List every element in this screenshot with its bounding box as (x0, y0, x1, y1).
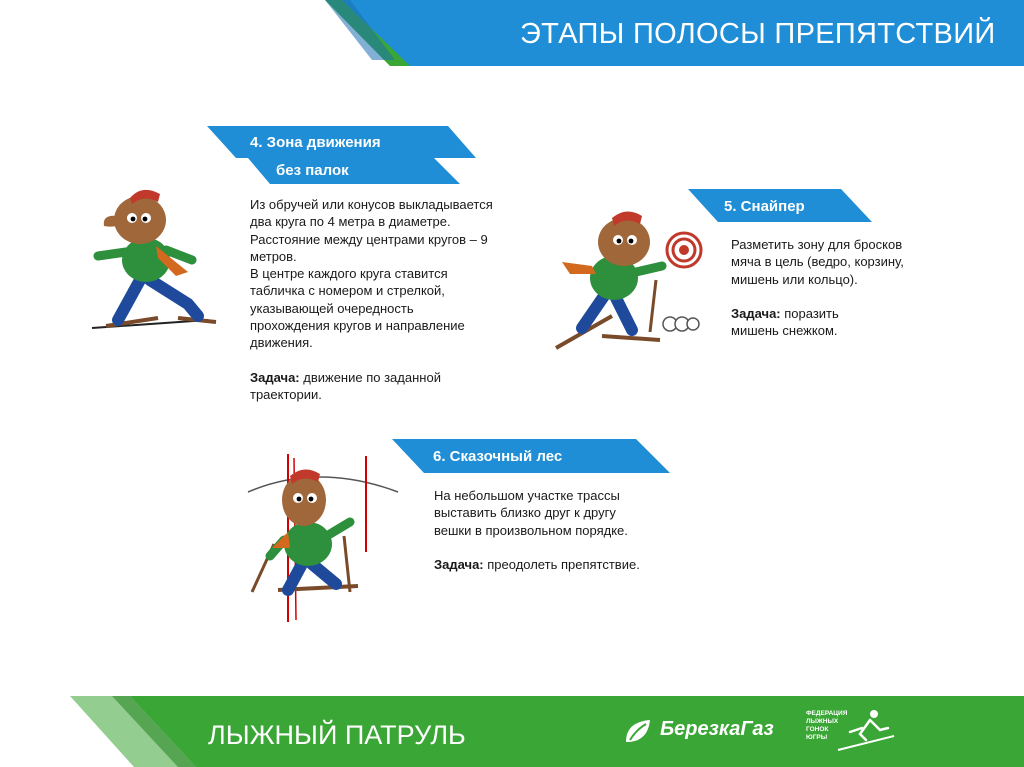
text-line: В центре каждого круга ставится (250, 266, 448, 282)
stage5-description (731, 236, 904, 339)
task-text: поразить (780, 305, 839, 321)
text-line: метров. (250, 248, 297, 264)
leaf-logo-icon (622, 716, 654, 746)
task-label: Задача: (731, 305, 781, 321)
stage4-subtitle: без палок (276, 162, 349, 179)
text-line: указывающей очередность (250, 300, 414, 316)
task-text: преодолеть препятствие. (483, 556, 640, 572)
text-line: прохождения кругов и направление (250, 318, 465, 334)
text-line: два круга по 4 метра в диаметре. (250, 214, 451, 230)
text-line: выставить близко друг к другу (434, 505, 616, 521)
target-icon (664, 230, 704, 270)
stage6-description (434, 487, 640, 573)
stage5-title: 5. Снайпер (724, 198, 805, 215)
skier-mascot-icon (88, 180, 228, 332)
text-line: Из обручей или конусов выкладывается (250, 197, 493, 212)
text-line: мишень или кольцо). (731, 271, 858, 287)
task-text: движение по заданной (299, 369, 441, 385)
federation-line: ГОНОК (806, 726, 829, 733)
task-text: мишень снежком. (731, 323, 838, 339)
text-line: мяча в цель (ведро, корзину, (731, 254, 904, 270)
skier-logo-icon (836, 706, 896, 752)
text-line: Расстояние между центрами кругов – 9 (250, 231, 488, 247)
task-label: Задача: (434, 556, 484, 572)
stage4-title: 4. Зона движения (250, 134, 381, 151)
page-title: ЭТАПЫ ПОЛОСЫ ПРЕПЯТСТВИЙ (520, 18, 996, 50)
text-line: табличка с номером и стрелкой, (250, 283, 445, 299)
task-label: Задача: (250, 369, 300, 385)
brand-logo-text: БерезкаГаз (660, 718, 774, 740)
stage6-title: 6. Сказочный лес (433, 448, 563, 465)
federation-line: ЮГРЫ (806, 734, 828, 741)
federation-line: ФЕДЕРАЦИЯ (806, 710, 848, 717)
text-line: вешки в произвольном порядке. (434, 522, 628, 538)
text-line: Разметить зону для бросков (731, 237, 903, 252)
federation-line: ЛЫЖНЫХ (806, 718, 839, 725)
stage4-description (250, 196, 493, 403)
footer-title: ЛЫЖНЫЙ ПАТРУЛЬ (208, 720, 466, 750)
text-line: На небольшом участке трассы (434, 488, 620, 503)
text-line: движения. (250, 335, 313, 351)
gate-poles-icon (238, 452, 408, 624)
task-text: траектории. (250, 386, 322, 402)
snowballs-icon (660, 312, 700, 336)
